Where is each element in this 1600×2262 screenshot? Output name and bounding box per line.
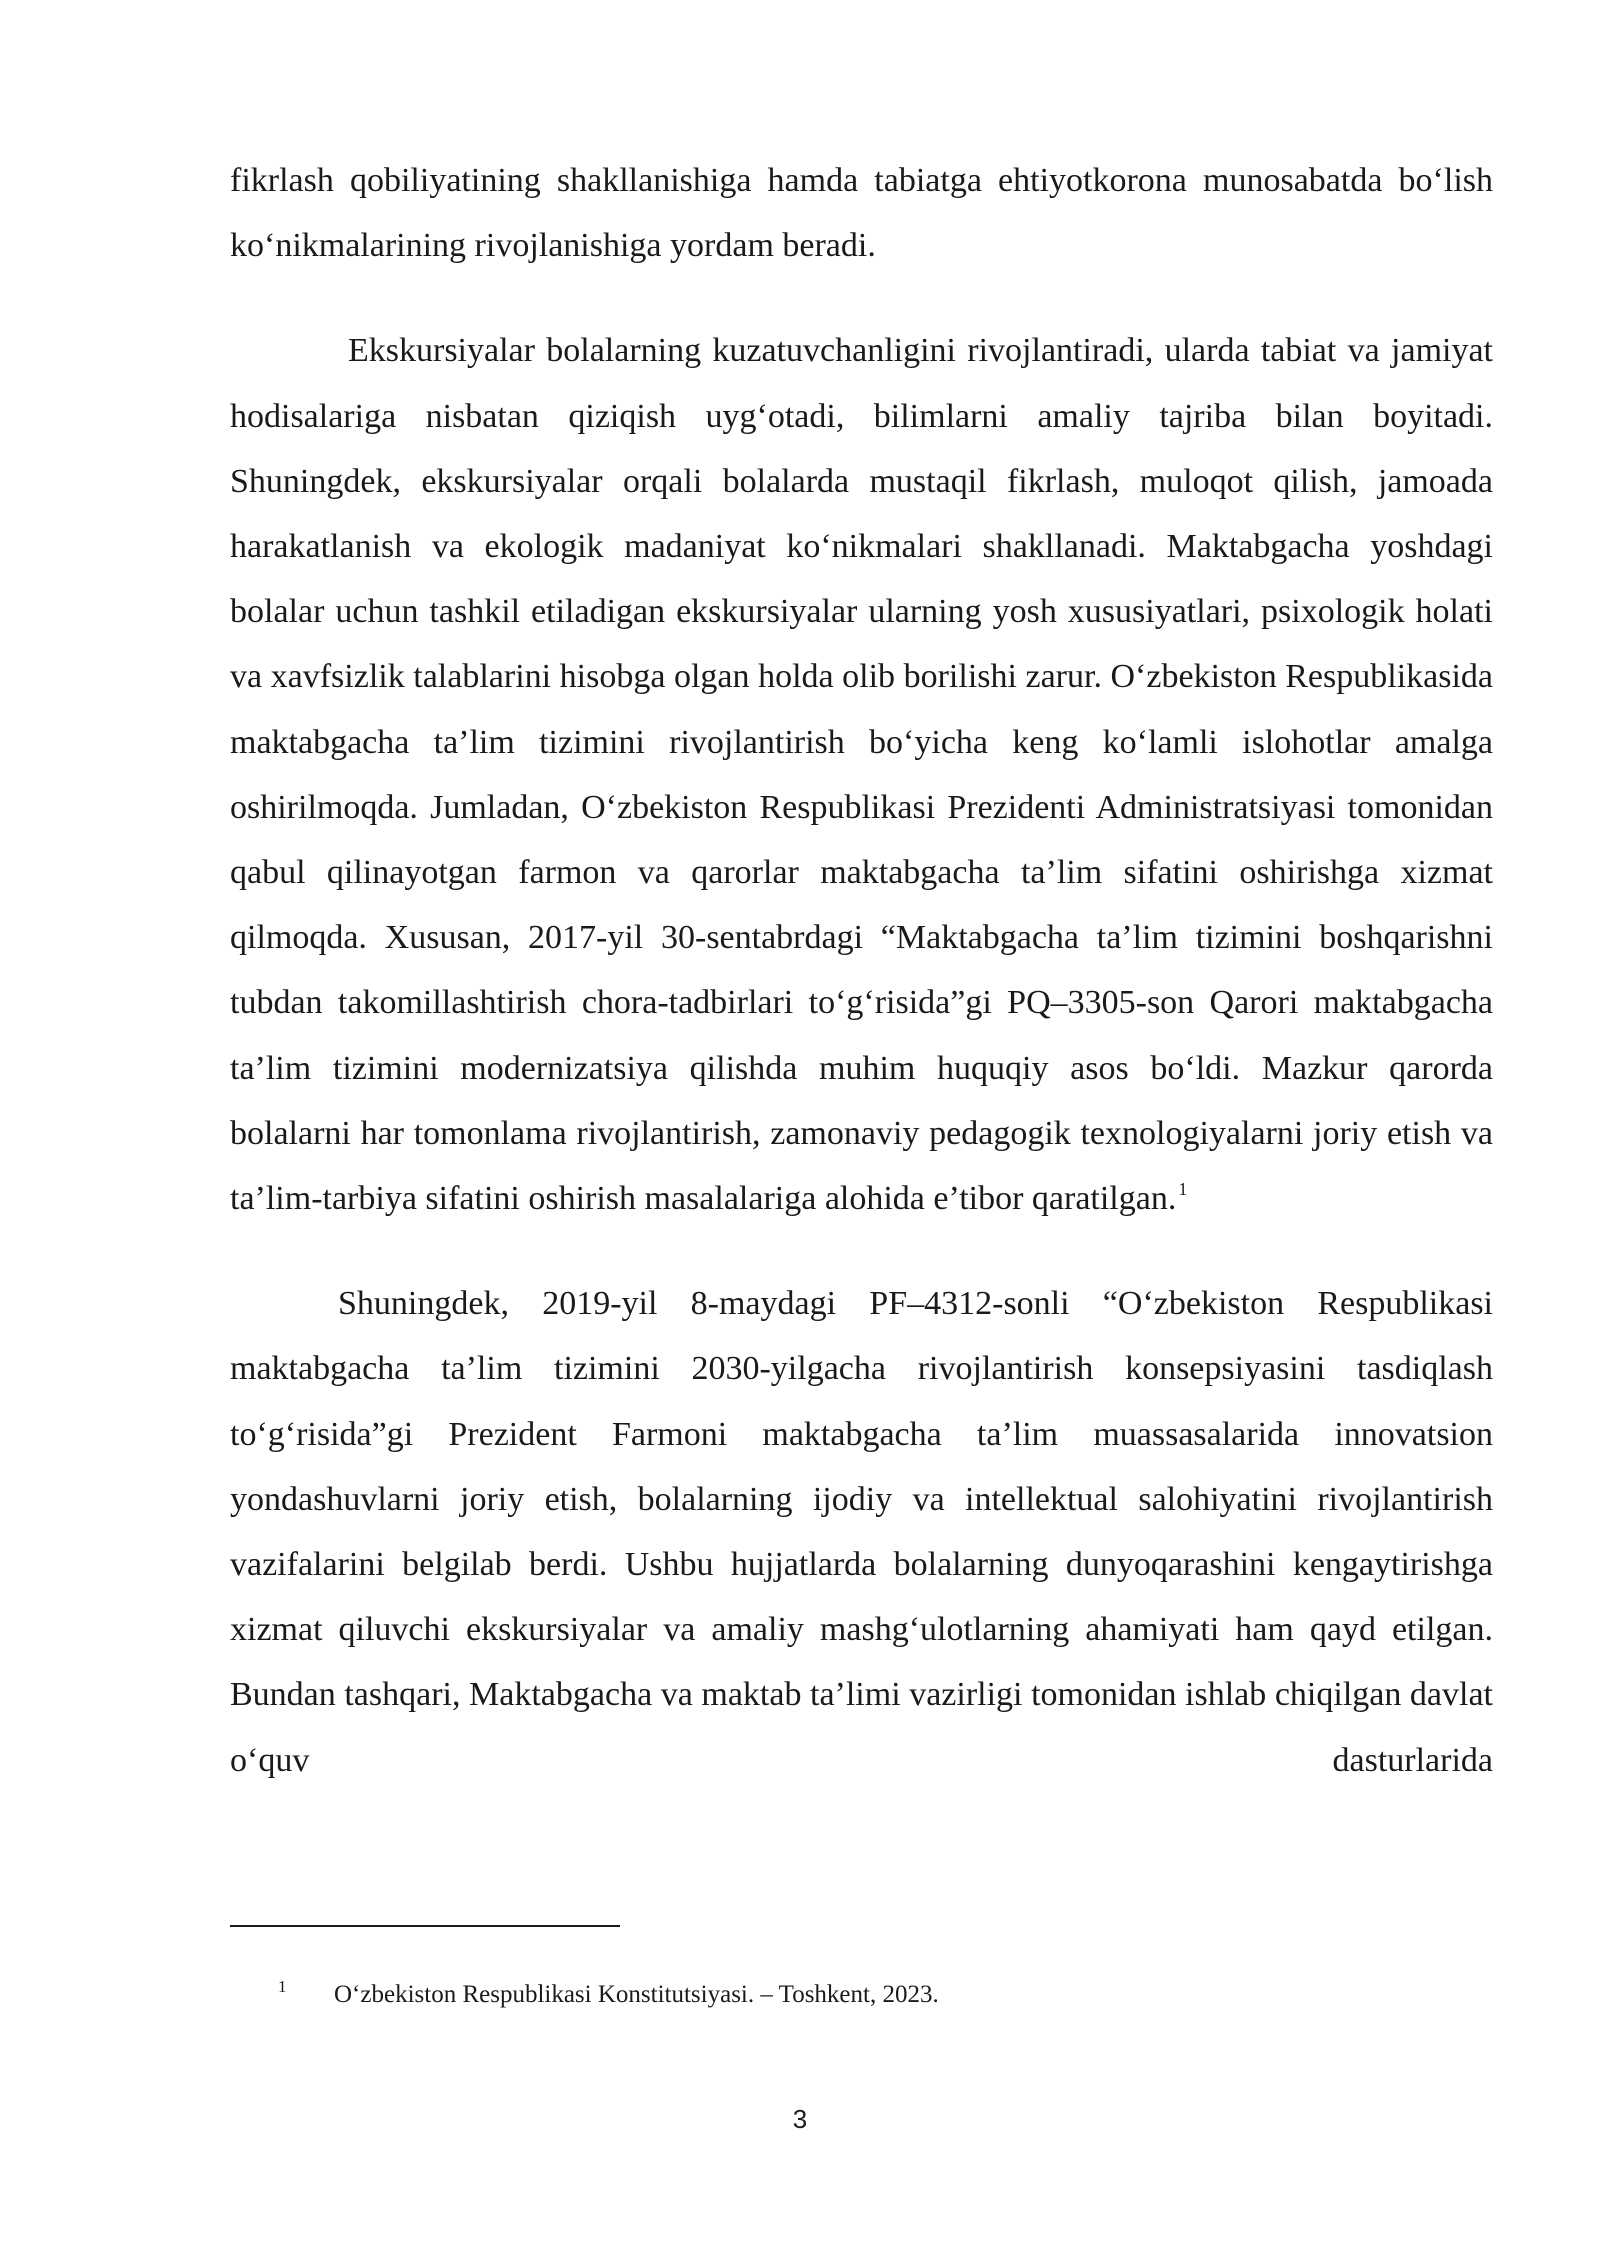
footnote-reference[interactable]: 1 — [1178, 1179, 1188, 1200]
body-text — [230, 148, 1493, 1793]
page-number: 3 — [792, 2104, 808, 2134]
paragraph-2-text: Ekskursiyalar bolalarning kuzatuvchanligini rivojlantiradi, ularda tabiat va jamiyat hodisalariga nisbatan qiziqish uyg‘otadi, bilimlarni amaliy tajriba bilan boyitadi. Shuningdek, ekskursiyalar orqali bolalarda mustaqil fikrlash, muloqot qilish, jamoada harakatlanish va ekologik madaniyat ko‘nikmalari shakllanadi. Maktabgacha yoshdagi bolalar uchun tashkil etiladigan ekskursiyalar ularning yosh xususiyatlari, psixologik holati va xavfsizlik talablarini hisobga olgan holda olib borilishi zarur. O‘zbekiston Respublikasida maktabgacha ta’lim tizimini rivojlantirish bo‘yicha keng ko‘lamli islohotlar amalga oshirilmoqda. Jumladan, O‘zbekiston Respublikasi Prezidenti Administratsiyasi tomonidan qabul qilinayotgan farmon va qarorlar maktabgacha ta’lim sifatini oshirishga xizmat qilmoqda. Xususan, 2017-yil 30-sentabrdagi “Maktabgacha ta’lim tizimini boshqarishni tubdan takomillashtirish chora-tadbirlari to‘g‘risida”gi PQ–3305-son Qarori maktabgacha ta’lim tizimini modernizatsiya qilishda muhim huquqiy asos bo‘ldi. Mazkur qarorda bolalarni har tomonlama rivojlantirish, zamonaviy pedagogik texnologiyalarni joriy etish va ta’lim-tarbiya sifatini oshirish masalalariga alohida e’tibor qaratilgan. — [230, 332, 1493, 1218]
paragraph-3: Shuningdek, 2019-yil 8-maydagi PF–4312-sonli “O‘zbekiston Respublikasi maktabgacha ta’lim tizimini 2030-yilgacha rivojlantirish konsepsiyasini tasdiqlash to‘g‘risida”gi Prezident Farmoni maktabgacha ta’lim muassasalarida innovatsion yondashuvlarni joriy etish, bolalarning ijodiy va intellektual salohiyatini rivojlantirish vazifalarini belgilab berdi. Ushbu hujjatlarda bolalarning dunyoqarashini kengaytirishga xizmat qiluvchi ekskursiyalar va amaliy mashg‘ulotlarning ahamiyati ham qayd etilgan. Bundan tashqari, Maktabgacha va maktab ta’limi vazirligi tomonidan ishlab chiqilgan davlat o‘quv dasturlarida — [230, 1285, 1493, 1779]
paragraph-2 — [230, 318, 1493, 1231]
footnote-separator — [230, 1925, 620, 1927]
footnote-number: 1 — [278, 1977, 287, 1996]
footnote-text: O‘zbekiston Respublikasi Konstitutsiyasi. – Toshkent, 2023. — [334, 1981, 939, 2008]
paragraph-1: fikrlash qobiliyatining shakllanishiga hamda tabiatga ehtiyotkorona munosabatda bo‘lish ko‘nikmalarining rivojlanishiga yordam beradi. — [230, 162, 1493, 265]
